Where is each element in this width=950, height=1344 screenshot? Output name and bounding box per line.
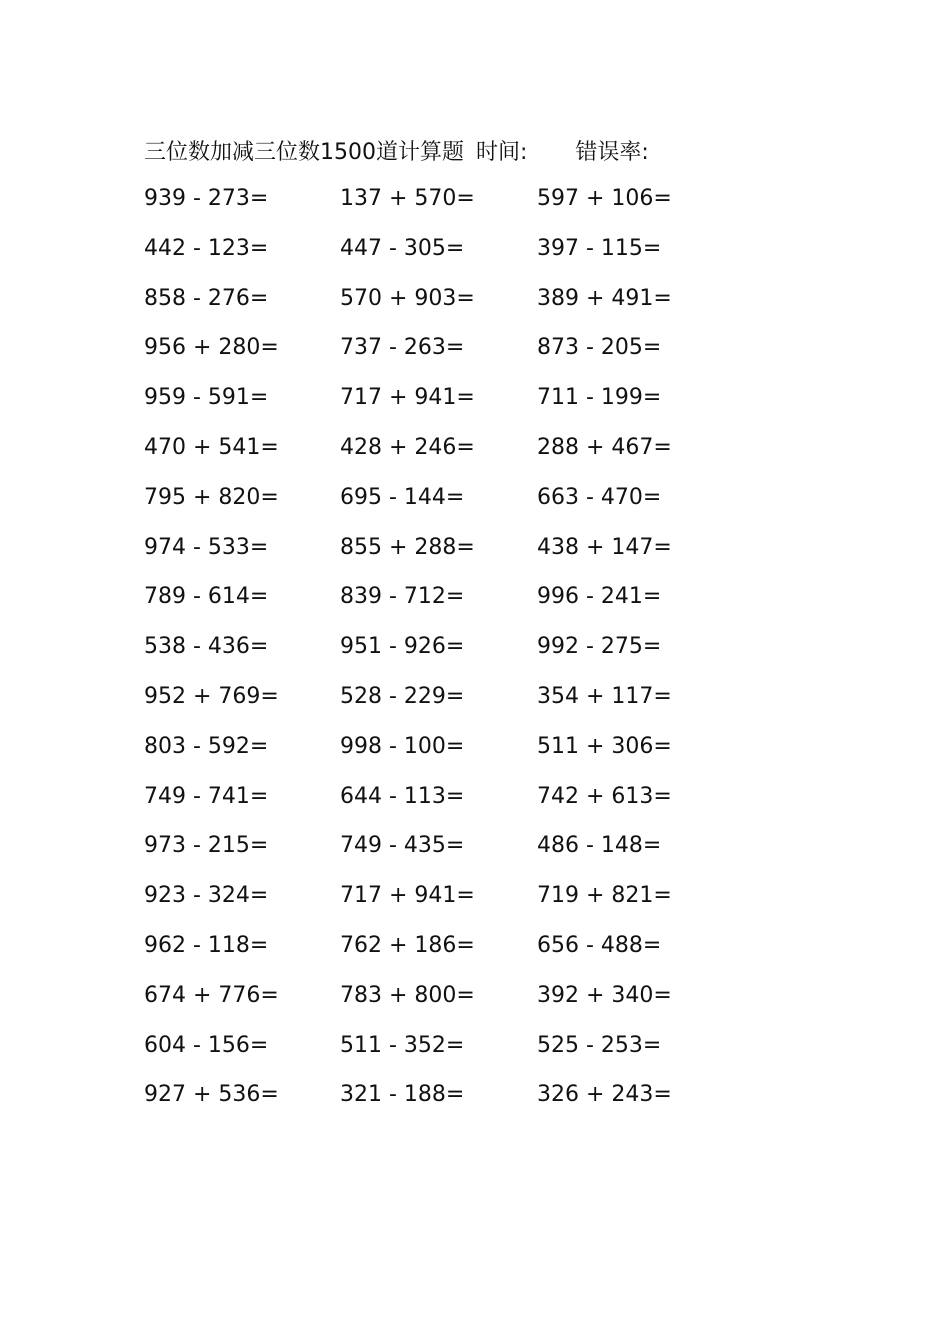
problem-item: 855 + 288=	[340, 534, 475, 560]
problem-item: 939 - 273=	[144, 186, 269, 211]
problem-row	[144, 282, 764, 332]
problem-row	[144, 929, 764, 979]
problem-item: 525 - 253=	[537, 1032, 662, 1058]
problem-row	[144, 730, 764, 780]
problem-row	[144, 531, 764, 581]
problem-item: 442 - 123=	[144, 235, 269, 261]
problem-item: 711 - 199=	[537, 385, 662, 411]
problem-row	[144, 580, 764, 630]
problem-row	[144, 780, 764, 830]
problem-item: 762 + 186=	[340, 932, 475, 958]
time-label: 时间:	[476, 139, 528, 165]
problem-row	[144, 232, 764, 282]
problem-item: 737 - 263=	[340, 335, 465, 361]
problem-item: 674 + 776=	[144, 982, 279, 1008]
problem-item: 749 - 741=	[144, 783, 269, 809]
problem-item: 604 - 156=	[144, 1032, 269, 1058]
problem-item: 789 - 614=	[144, 584, 269, 610]
problem-row	[144, 680, 764, 730]
problem-row	[144, 431, 764, 481]
problem-grid	[144, 182, 764, 1128]
problem-row	[144, 630, 764, 680]
problem-item: 511 - 352=	[340, 1032, 465, 1058]
problem-item: 511 + 306=	[537, 733, 672, 759]
problem-item: 742 + 613=	[537, 783, 672, 809]
problem-row	[144, 331, 764, 381]
problem-row	[144, 1078, 764, 1128]
problem-item: 873 - 205=	[537, 335, 662, 361]
problem-item: 959 - 591=	[144, 385, 269, 411]
problem-item: 597 + 106=	[537, 186, 672, 211]
problem-item: 538 - 436=	[144, 634, 269, 660]
problem-row	[144, 481, 764, 531]
error-rate-label: 错误率:	[575, 139, 649, 165]
problem-row	[144, 1029, 764, 1079]
problem-item: 783 + 800=	[340, 982, 475, 1008]
problem-item: 962 - 118=	[144, 932, 269, 958]
problem-item: 321 - 188=	[340, 1082, 465, 1108]
problem-item: 428 + 246=	[340, 434, 475, 460]
problem-item: 570 + 903=	[340, 285, 475, 311]
problem-item: 470 + 541=	[144, 434, 279, 460]
problem-item: 656 - 488=	[537, 932, 662, 958]
problem-row	[144, 879, 764, 929]
problem-item: 447 - 305=	[340, 235, 465, 261]
problem-item: 288 + 467=	[537, 434, 672, 460]
problem-item: 326 + 243=	[537, 1082, 672, 1108]
problem-item: 923 - 324=	[144, 883, 269, 909]
problem-item: 974 - 533=	[144, 534, 269, 560]
problem-item: 927 + 536=	[144, 1082, 279, 1108]
problem-item: 438 + 147=	[537, 534, 672, 560]
problem-item: 717 + 941=	[340, 385, 475, 411]
problem-row	[144, 829, 764, 879]
problem-item: 137 + 570=	[340, 186, 475, 211]
problem-item: 717 + 941=	[340, 883, 475, 909]
problem-item: 858 - 276=	[144, 285, 269, 311]
problem-item: 992 - 275=	[537, 634, 662, 660]
problem-item: 951 - 926=	[340, 634, 465, 660]
problem-item: 998 - 100=	[340, 733, 465, 759]
problem-row	[144, 182, 764, 232]
problem-item: 354 + 117=	[537, 683, 672, 709]
problem-item: 795 + 820=	[144, 484, 279, 510]
problem-item: 952 + 769=	[144, 683, 279, 709]
problem-item: 644 - 113=	[340, 783, 465, 809]
problem-item: 719 + 821=	[537, 883, 672, 909]
problem-item: 528 - 229=	[340, 683, 465, 709]
problem-item: 803 - 592=	[144, 733, 269, 759]
problem-item: 996 - 241=	[537, 584, 662, 610]
worksheet-header	[144, 133, 649, 167]
problem-item: 956 + 280=	[144, 335, 279, 361]
problem-item: 749 - 435=	[340, 833, 465, 859]
problem-item: 389 + 491=	[537, 285, 672, 311]
problem-item: 973 - 215=	[144, 833, 269, 859]
worksheet-title: 三位数加减三位数1500道计算题	[144, 139, 464, 165]
problem-row	[144, 979, 764, 1029]
problem-item: 486 - 148=	[537, 833, 662, 859]
problem-item: 695 - 144=	[340, 484, 465, 510]
problem-row	[144, 381, 764, 431]
problem-item: 397 - 115=	[537, 235, 662, 261]
problem-item: 663 - 470=	[537, 484, 662, 510]
problem-item: 392 + 340=	[537, 982, 672, 1008]
problem-item: 839 - 712=	[340, 584, 465, 610]
